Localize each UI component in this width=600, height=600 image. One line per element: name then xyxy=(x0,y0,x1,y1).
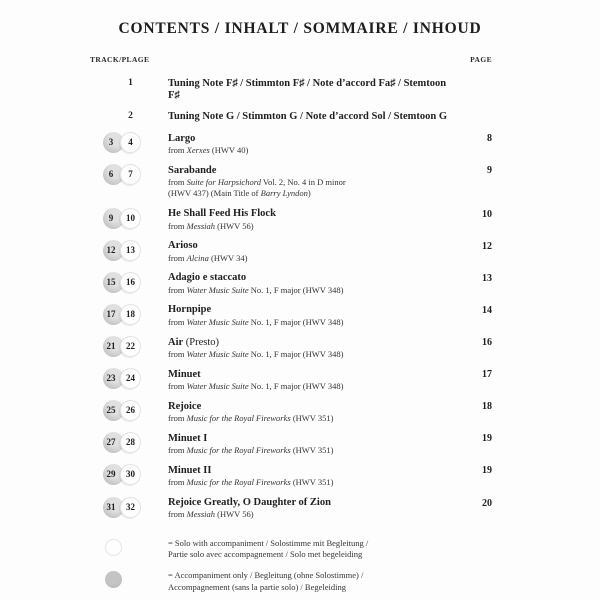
piece-title xyxy=(168,497,458,509)
piece-title xyxy=(168,433,458,445)
toc-rows xyxy=(90,77,492,521)
text-segment: from xyxy=(168,284,187,295)
page-number: 8 xyxy=(487,133,492,145)
accompaniment-track-circle-icon: 23 xyxy=(103,368,124,389)
solo-track-circle-icon: 13 xyxy=(120,240,141,261)
text-segment: No. 1, F major (HWV 348) xyxy=(248,284,344,295)
accompaniment-track-circle-icon: 25 xyxy=(103,400,124,421)
solo-circle-icon xyxy=(105,539,122,556)
legend-text-line: = Accompaniment only / Begleitung (ohne Solostimme) / xyxy=(168,570,364,581)
title-cell xyxy=(168,208,458,232)
toc-row xyxy=(90,368,492,392)
piece-source-line xyxy=(168,188,458,199)
piece-source-line xyxy=(168,445,458,456)
accompaniment-track-circle-icon: 3 xyxy=(103,132,124,153)
piece-title-text: Rejoice Greatly, O Daughter of Zion xyxy=(168,497,331,508)
track-cell xyxy=(90,368,168,392)
page-number: 10 xyxy=(482,208,492,220)
work-title-italic: Messiah xyxy=(186,509,215,520)
piece-title-text: Hornpipe xyxy=(168,304,212,316)
table-of-contents xyxy=(90,55,492,593)
track-cell xyxy=(90,77,168,102)
work-title-italic: Water Music Suite xyxy=(186,284,249,295)
solo-track-circle-icon: 22 xyxy=(120,336,141,357)
text-segment: (HWV 351) xyxy=(290,477,334,488)
text-segment: from xyxy=(168,381,187,391)
piece-source-line xyxy=(168,509,458,520)
track-cell xyxy=(90,400,168,424)
title-cell xyxy=(168,77,458,102)
title-cell xyxy=(168,497,458,521)
solo-track-circle-icon: 18 xyxy=(120,304,141,325)
title-cell xyxy=(168,164,458,199)
piece-title-suffix: (Presto) xyxy=(183,336,220,348)
column-headers xyxy=(90,55,492,64)
work-title-italic: Music for the Royal Fireworks xyxy=(186,477,291,488)
piece-title-text: He Shall Feed His Flock xyxy=(168,208,276,220)
page-number: 16 xyxy=(482,337,492,349)
text-segment: No. 1, F major (HWV 348) xyxy=(248,316,344,327)
toc-row xyxy=(90,432,492,456)
piece-title xyxy=(168,133,458,145)
accompaniment-track-circle-icon: 21 xyxy=(103,336,124,357)
page-number: 19 xyxy=(482,433,492,445)
toc-row xyxy=(90,240,492,264)
column-header-track: TRACK/PLAGE xyxy=(90,55,150,64)
page-title: CONTENTS / INHALT / SOMMAIRE / INHOUD xyxy=(118,20,482,37)
title-cell xyxy=(168,304,458,328)
accompaniment-track-circle-icon: 15 xyxy=(103,272,124,293)
text-segment: (HWV 56) xyxy=(215,220,254,231)
work-title-italic: Messiah xyxy=(186,220,215,231)
track-cell xyxy=(90,304,168,328)
piece-source-line xyxy=(168,285,458,296)
work-title-italic: Water Music Suite xyxy=(186,381,249,391)
page-number: 14 xyxy=(482,304,492,316)
text-segment: (HWV 56) xyxy=(215,509,254,520)
piece-title-text: Tuning Note F♯ / Stimmton F♯ / Note d’accord Fa♯ / Stemtoon F♯ xyxy=(168,77,447,101)
title-cell xyxy=(168,400,458,424)
page-number: 13 xyxy=(482,272,492,284)
page-number: 18 xyxy=(482,401,492,413)
page-number: 12 xyxy=(482,240,492,252)
piece-source-line xyxy=(168,221,458,232)
piece-source-line xyxy=(168,145,458,156)
piece-title xyxy=(168,369,458,381)
piece-title xyxy=(168,337,458,349)
piece-title xyxy=(168,78,458,103)
piece-title-text: Tuning Note G / Stimmton G / Note d’accord Sol / Stemtoon G xyxy=(168,110,448,122)
piece-source-line xyxy=(168,381,458,392)
piece-title xyxy=(168,465,458,477)
track-cell xyxy=(90,336,168,360)
piece-title-text: Adagio e staccato xyxy=(168,272,247,284)
piece-title xyxy=(168,240,458,252)
toc-row xyxy=(90,77,492,102)
accompaniment-track-circle-icon: 31 xyxy=(103,497,124,518)
page-number: 20 xyxy=(482,497,492,509)
text-segment: from xyxy=(168,509,187,520)
toc-row xyxy=(90,400,492,424)
track-cell xyxy=(90,240,168,264)
piece-title xyxy=(168,272,458,284)
work-title-italic: Alcina xyxy=(186,252,209,263)
legend-text xyxy=(168,570,363,593)
track-cell xyxy=(90,110,168,124)
piece-source-line xyxy=(168,253,458,264)
text-segment: from xyxy=(168,413,187,424)
piece-source-line xyxy=(168,477,458,488)
accompaniment-circle-icon xyxy=(105,571,122,588)
solo-track-circle-icon: 16 xyxy=(120,272,141,293)
toc-row xyxy=(90,132,492,156)
title-cell xyxy=(168,110,458,124)
piece-title xyxy=(168,304,458,316)
toc-row xyxy=(90,464,492,488)
piece-title-text: Minuet II xyxy=(168,464,212,476)
work-title-italic: Music for the Royal Fireworks xyxy=(186,413,291,424)
solo-track-circle-icon: 32 xyxy=(120,497,141,518)
accompaniment-track-circle-icon: 17 xyxy=(103,304,124,325)
text-segment: from xyxy=(168,316,187,327)
text-segment: from xyxy=(168,477,187,488)
page-number xyxy=(458,77,492,102)
page-number: 17 xyxy=(482,369,492,381)
text-segment: No. 1, F major (HWV 348) xyxy=(248,381,344,391)
accompaniment-track-circle-icon: 9 xyxy=(103,208,124,229)
track-cell xyxy=(90,164,168,199)
solo-track-circle-icon: 10 xyxy=(120,208,141,229)
text-segment: from xyxy=(168,348,187,359)
text-segment: from xyxy=(168,145,187,156)
toc-row xyxy=(90,272,492,296)
toc-row xyxy=(90,208,492,232)
accompaniment-track-circle-icon: 12 xyxy=(103,240,124,261)
piece-title-text: Rejoice xyxy=(168,400,202,412)
work-title-italic: Water Music Suite xyxy=(186,348,249,359)
text-segment: No. 1, F major (HWV 348) xyxy=(248,348,344,359)
piece-title-text: Sarabande xyxy=(168,164,217,176)
solo-track-circle-icon: 26 xyxy=(120,400,141,421)
toc-row xyxy=(90,110,492,124)
page-number xyxy=(458,110,492,124)
piece-title xyxy=(168,165,458,177)
work-title-italic: Music for the Royal Fireworks xyxy=(186,445,291,456)
piece-title xyxy=(168,208,458,220)
solo-track-circle-icon: 30 xyxy=(120,464,141,485)
text-segment: from xyxy=(168,220,187,231)
track-number: 1 xyxy=(128,78,133,88)
piece-source-line xyxy=(168,413,458,424)
piece-source-line xyxy=(168,177,458,188)
text-segment: from xyxy=(168,252,187,263)
title-cell xyxy=(168,240,458,264)
legend-text-line: = Solo with accompaniment / Solostimme mit Begleitung / xyxy=(168,537,369,548)
accompaniment-track-circle-icon: 27 xyxy=(103,432,124,453)
track-cell xyxy=(90,132,168,156)
track-cell xyxy=(90,208,168,232)
text-segment: from xyxy=(168,177,187,188)
text-segment: (HWV 351) xyxy=(290,413,334,424)
piece-title xyxy=(168,401,458,413)
accompaniment-track-circle-icon: 29 xyxy=(103,464,124,485)
toc-row xyxy=(90,304,492,328)
legend-row xyxy=(90,538,492,561)
solo-track-circle-icon: 24 xyxy=(120,368,141,389)
work-title-italic: Suite for Harpsichord xyxy=(186,177,261,188)
toc-row xyxy=(90,336,492,360)
legend-text-line: Partie solo avec accompagnement / Solo met begeleiding xyxy=(168,549,363,560)
legend-text xyxy=(168,538,368,561)
solo-track-circle-icon: 4 xyxy=(120,132,141,153)
solo-track-circle-icon: 7 xyxy=(120,164,141,185)
piece-title-text: Air xyxy=(168,336,184,348)
work-title-italic: Barry Lyndon xyxy=(260,188,308,199)
page-number: 19 xyxy=(482,465,492,477)
text-segment: (HWV 437) (Main Title of xyxy=(168,188,261,199)
accompaniment-track-circle-icon: 6 xyxy=(103,164,124,185)
legend-text-line: Accompagnement (sans la partie solo) / Begeleiding xyxy=(168,581,346,592)
piece-source-line xyxy=(168,349,458,360)
title-cell xyxy=(168,336,458,360)
piece-title-text: Largo xyxy=(168,132,196,144)
piece-title-text: Minuet xyxy=(168,368,201,380)
title-cell xyxy=(168,432,458,456)
text-segment: from xyxy=(168,445,187,456)
page-number: 9 xyxy=(487,165,492,177)
track-cell xyxy=(90,432,168,456)
toc-row xyxy=(90,164,492,199)
work-title-italic: Water Music Suite xyxy=(186,316,249,327)
title-cell xyxy=(168,272,458,296)
track-cell xyxy=(90,497,168,521)
work-title-italic: Xerxes xyxy=(186,145,210,156)
track-cell xyxy=(90,464,168,488)
column-header-page: PAGE xyxy=(470,55,492,64)
text-segment: (HWV 351) xyxy=(290,445,334,456)
piece-title-text: Arioso xyxy=(168,240,198,252)
text-segment: ) xyxy=(307,188,311,199)
solo-track-circle-icon: 28 xyxy=(120,432,141,453)
title-cell xyxy=(168,132,458,156)
text-segment: Vol. 2, No. 4 in D minor xyxy=(260,177,346,188)
track-number: 2 xyxy=(128,111,133,122)
piece-source-line xyxy=(168,317,458,328)
legend xyxy=(90,538,492,594)
piece-title-text: Minuet I xyxy=(168,432,208,444)
legend-row xyxy=(90,570,492,593)
text-segment: (HWV 34) xyxy=(208,252,248,263)
toc-row xyxy=(90,497,492,521)
track-cell xyxy=(90,272,168,296)
title-cell xyxy=(168,368,458,392)
title-cell xyxy=(168,464,458,488)
piece-title xyxy=(168,111,458,123)
text-segment: (HWV 40) xyxy=(209,145,249,156)
